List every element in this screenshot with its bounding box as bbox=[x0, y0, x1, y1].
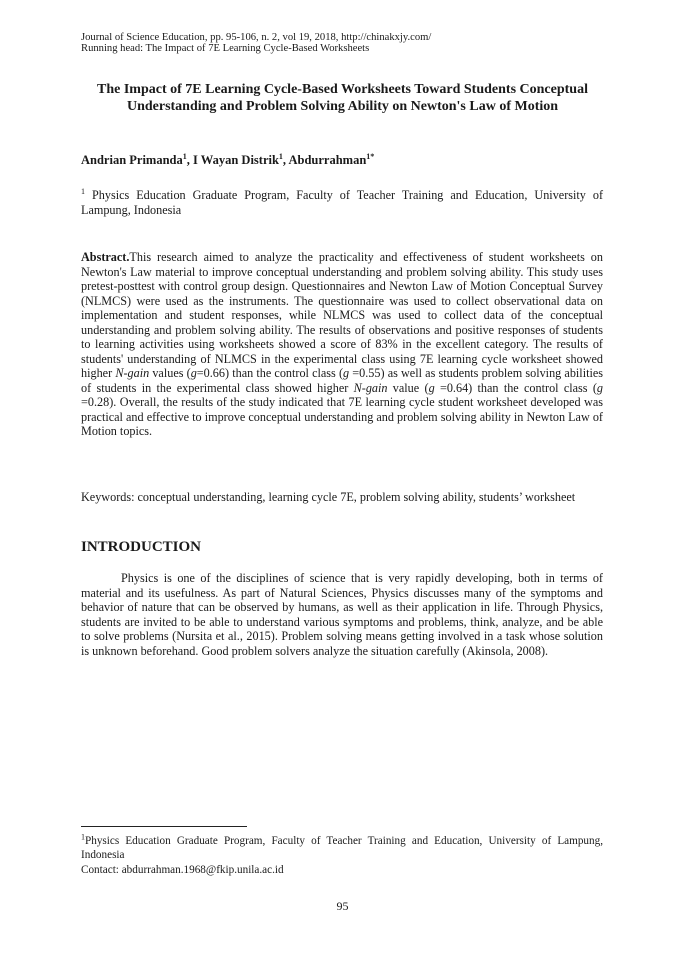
author-separator: , bbox=[186, 153, 194, 167]
footnote-divider bbox=[81, 826, 247, 827]
abstract-g: g bbox=[428, 380, 435, 395]
author-affiliation-mark: 1 bbox=[278, 151, 283, 161]
author-corresponding-mark: 1* bbox=[366, 151, 375, 161]
abstract-text: =0.28). Overall, the results of the study indicated that 7E learning cycle student worksheet developed was practical and effective to improve conceptual understanding and problem solving ability in Newton Law of Motion topics. bbox=[81, 395, 603, 438]
abstract-text: values ( bbox=[149, 366, 191, 380]
abstract-text: =0.64) than the control class ( bbox=[434, 380, 597, 395]
abstract-ngain: N-gain bbox=[353, 380, 388, 395]
paper-title: The Impact of 7E Learning Cycle-Based Worksheets Toward Students Conceptual Understanding and Problem Solving Ability on Newton's Law of Motion bbox=[97, 82, 588, 114]
affiliation-text: Physics Education Graduate Program, Faculty of Teacher Training and Education, University of Lampung, Indonesia bbox=[81, 188, 603, 217]
abstract-text: =0.66) than the control class ( bbox=[196, 366, 344, 380]
running-head: Running head: The Impact of 7E Learning Cycle-Based Worksheets bbox=[81, 43, 370, 54]
introduction-heading: INTRODUCTION bbox=[81, 539, 202, 555]
author-separator: , bbox=[282, 153, 289, 167]
introduction-paragraph: Physics is one of the disciplines of science that is very rapidly developing, both in terms of material and its usefulness. As part of Natural Sciences, Physics discusses many of the symptoms and behavior of nature that can be observed by humans, as well as their application in life. Through Physics, students are invited to be able to understand various symptoms and problems, think, analyze, and be able to solve problems (Nursita et al., 2015). Problem solving means getting involved in a task whose solution is unknown beforehand. Good problem solvers analyze the situation carefully (Akinsola, 2008). bbox=[81, 571, 603, 658]
author-list bbox=[81, 153, 374, 168]
affiliation-mark: 1 bbox=[81, 186, 85, 196]
author-name: Abdurrahman bbox=[288, 153, 367, 167]
affiliation bbox=[81, 188, 603, 217]
author-name: I Wayan Distrik bbox=[193, 153, 279, 167]
abstract-text: value ( bbox=[387, 380, 429, 395]
abstract-text: This research aimed to analyze the practicality and effectiveness of student worksheets on Newton's Law material to improve conceptual understanding and problem solving ability. This study uses pretest-posttest with control group design. Questionnaires and Newton Law of Motion Conceptual Survey (NLMCS) were used as the instruments. The questionnaire was used to collect observational data on implementation and student responses, while NLMCS was used to collect data of the conceptual understanding and problem solving ability. The results of observations and positive responses of students to learning activities using worksheets showed a score of 83% in the excellent category. The results of students' understanding of NLMCS in the experimental class using 7E learning cycle worksheet showed higher bbox=[81, 250, 603, 380]
abstract-label: Abstract. bbox=[81, 250, 130, 264]
abstract-g: g bbox=[596, 380, 604, 395]
author-name: Andrian Primanda bbox=[81, 153, 183, 167]
abstract bbox=[81, 250, 603, 439]
footnote-contact: Contact: abdurrahman.1968@fkip.unila.ac.id bbox=[81, 864, 284, 876]
journal-citation: Journal of Science Education, pp. 95-106, n. 2, vol 19, 2018, http://chinakxjy.com/ bbox=[81, 32, 432, 43]
abstract-ngain: N-gain bbox=[115, 366, 150, 380]
abstract-text: =0.55) as well as students problem solving abilities of students in the experimental class showed higher bbox=[81, 366, 604, 395]
footnote bbox=[81, 832, 603, 862]
footnote-mark: 1 bbox=[81, 832, 85, 842]
abstract-g: g bbox=[190, 366, 197, 380]
footnote-text: Physics Education Graduate Program, Faculty of Teacher Training and Education, University of Lampung, Indonesia bbox=[81, 835, 603, 861]
page-number: 95 bbox=[336, 899, 349, 913]
author-affiliation-mark: 1 bbox=[182, 151, 187, 161]
abstract-g: g bbox=[343, 366, 350, 380]
keywords: Keywords: conceptual understanding, learning cycle 7E, problem solving ability, students’ worksheet bbox=[81, 490, 576, 504]
